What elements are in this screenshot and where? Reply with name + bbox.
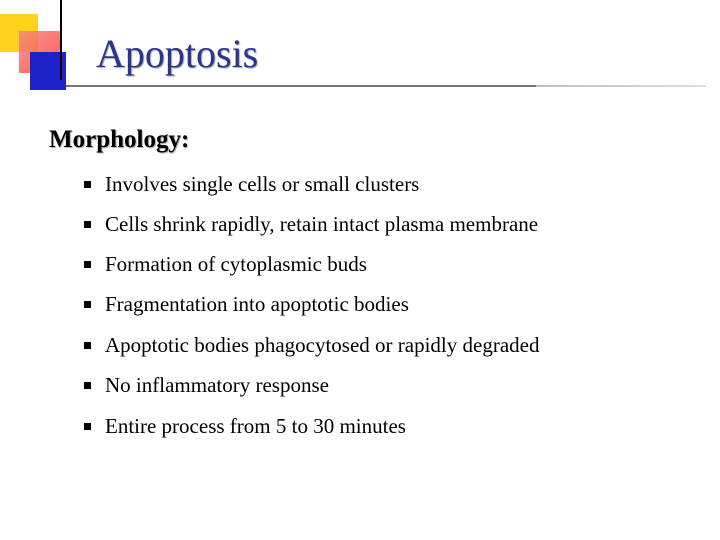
section-heading: Morphology: (49, 126, 190, 153)
bullet-text: Entire process from 5 to 30 minutes (105, 414, 406, 438)
bullet-text: Cells shrink rapidly, retain intact plasma membrane (105, 212, 539, 236)
square-bullet-icon (84, 221, 91, 228)
bullet-text: Apoptotic bodies phagocytosed or rapidly degraded (105, 333, 540, 357)
bullet-text: Fragmentation into apoptotic bodies (105, 292, 409, 316)
square-bullet-icon (84, 181, 91, 188)
bullet-text: Involves single cells or small clusters (105, 172, 420, 196)
bullet-text: Formation of cytoplasmic buds (105, 252, 367, 276)
square-bullet-icon (84, 342, 91, 349)
title-underline (66, 85, 536, 87)
square-bullet-icon (84, 301, 91, 308)
bullet-text: No inflammatory response (105, 373, 329, 397)
square-bullet-icon (84, 261, 91, 268)
square-bullet-icon (84, 382, 91, 389)
slide-title: Apoptosis (96, 31, 259, 76)
square-bullet-icon (84, 423, 91, 430)
title-vertical-rule (60, 0, 62, 80)
